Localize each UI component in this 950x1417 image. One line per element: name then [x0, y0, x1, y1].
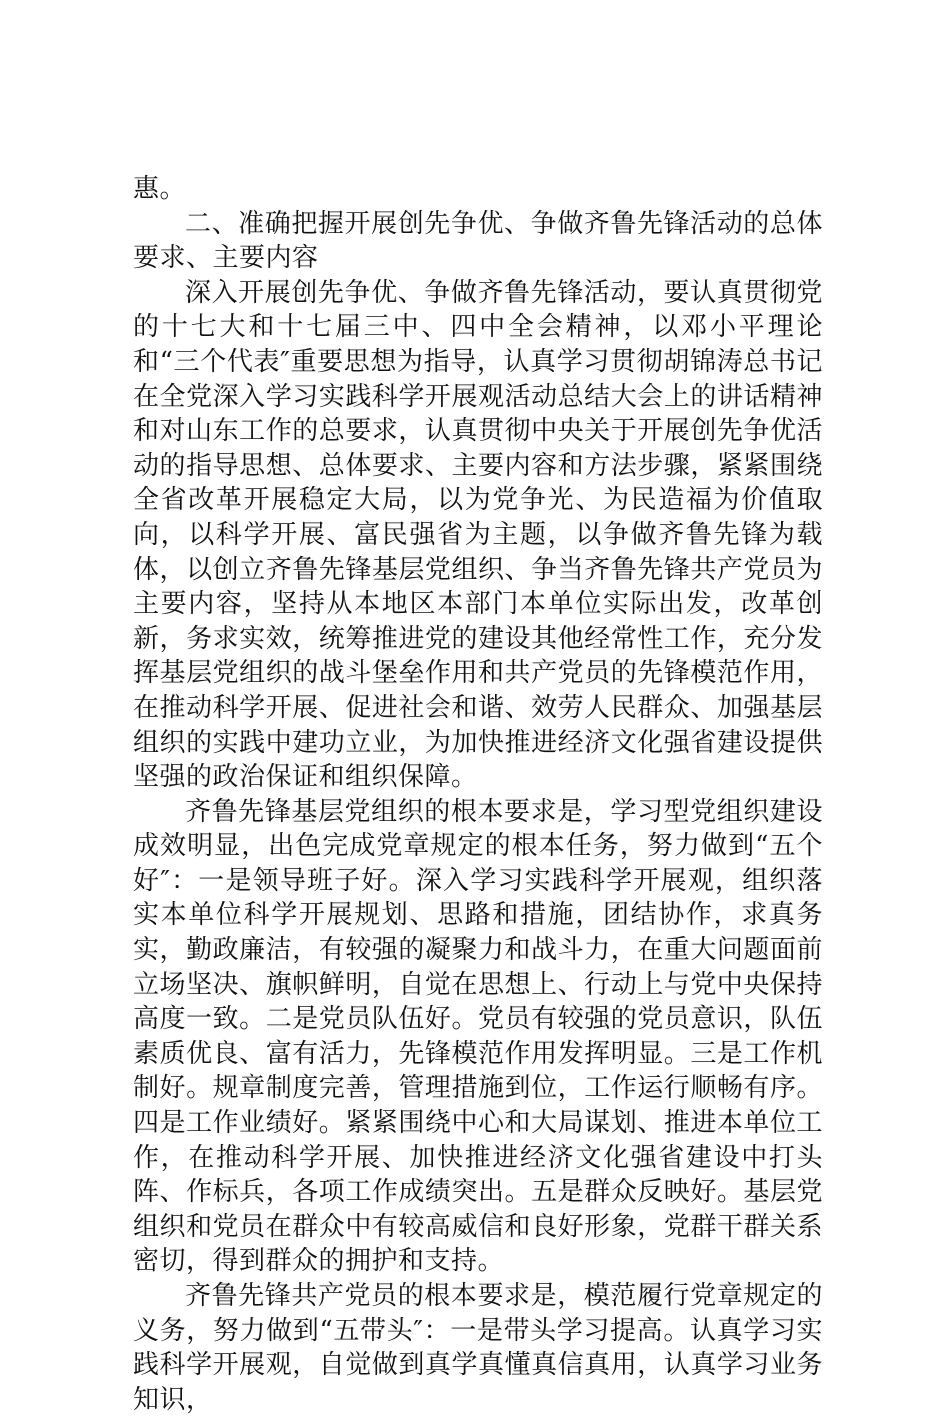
paragraph-party-member-requirements: 齐鲁先锋共产党员的根本要求是，模范履行党章规定的义务，努力做到“五带头″：一是带头学习提高。认真学习实践科学开展观，自觉做到真学真懂真信真用，认真学习业务知识，	[133, 1281, 823, 1415]
paragraph-party-organization-requirements: 齐鲁先锋基层党组织的根本要求是，学习型党组织建设成效明显，出色完成党章规定的根本任务，努力做到“五个好″：一是领导班子好。深入学习实践科学开展观，组织落实本单位科学开展规划、思路和措施，团结协作，求真务实，勤政廉洁，有较强的凝聚力和战斗力，在重大问题面前立场坚决、旗帜鲜明，自觉在思想上、行动上与党中央保持高度一致。二是党员队伍好。党员有较强的党员意识，队伍素质优良、富有活力，先锋模范作用发挥明显。三是工作机制好。规章制度完善，管理措施到位，工作运行顺畅有序。四是工作业绩好。紧紧围绕中心和大局谋划、推进本单位工作，在推动科学开展、加快推进经济文化强省建设中打头阵、作标兵，各项工作成绩突出。五是群众反映好。基层党组织和党员在群众中有较高威信和良好形象，党群干群关系密切，得到群众的拥护和支持。	[133, 796, 823, 1277]
document-body	[133, 172, 823, 1417]
section-heading: 二、准确把握开展创先争优、争做齐鲁先锋活动的总体要求、主要内容	[133, 208, 823, 274]
paragraph-guiding-thought: 深入开展创先争优、争做齐鲁先锋活动，要认真贯彻党的十七大和十七届三中、四中全会精神，以邓小平理论和“三个代表″重要思想为指导，认真学习贯彻胡锦涛总书记在全党深入学习实践科学开展观活动总结大会上的讲话精神和对山东工作的总要求，认真贯彻中央关于开展创先争优活动的指导思想、总体要求、主要内容和方法步骤，紧紧围绕全省改革开展稳定大局，以为党争光、为民造福为价值取向，以科学开展、富民强省为主题，以争做齐鲁先锋为载体，以创立齐鲁先锋基层党组织、争当齐鲁先锋共产党员为主要内容，坚持从本地区本部门本单位实际出发，改革创新，务求实效，统筹推进党的建设其他经常性工作，充分发挥基层党组织的战斗堡垒作用和共产党员的先锋模范作用，在推动科学开展、促进社会和谐、效劳人民群众、加强基层组织的实践中建功立业，为加快推进经济文化强省建设提供坚强的政治保证和组织保障。	[133, 277, 823, 793]
paragraph-continuation: 惠。	[133, 174, 187, 204]
